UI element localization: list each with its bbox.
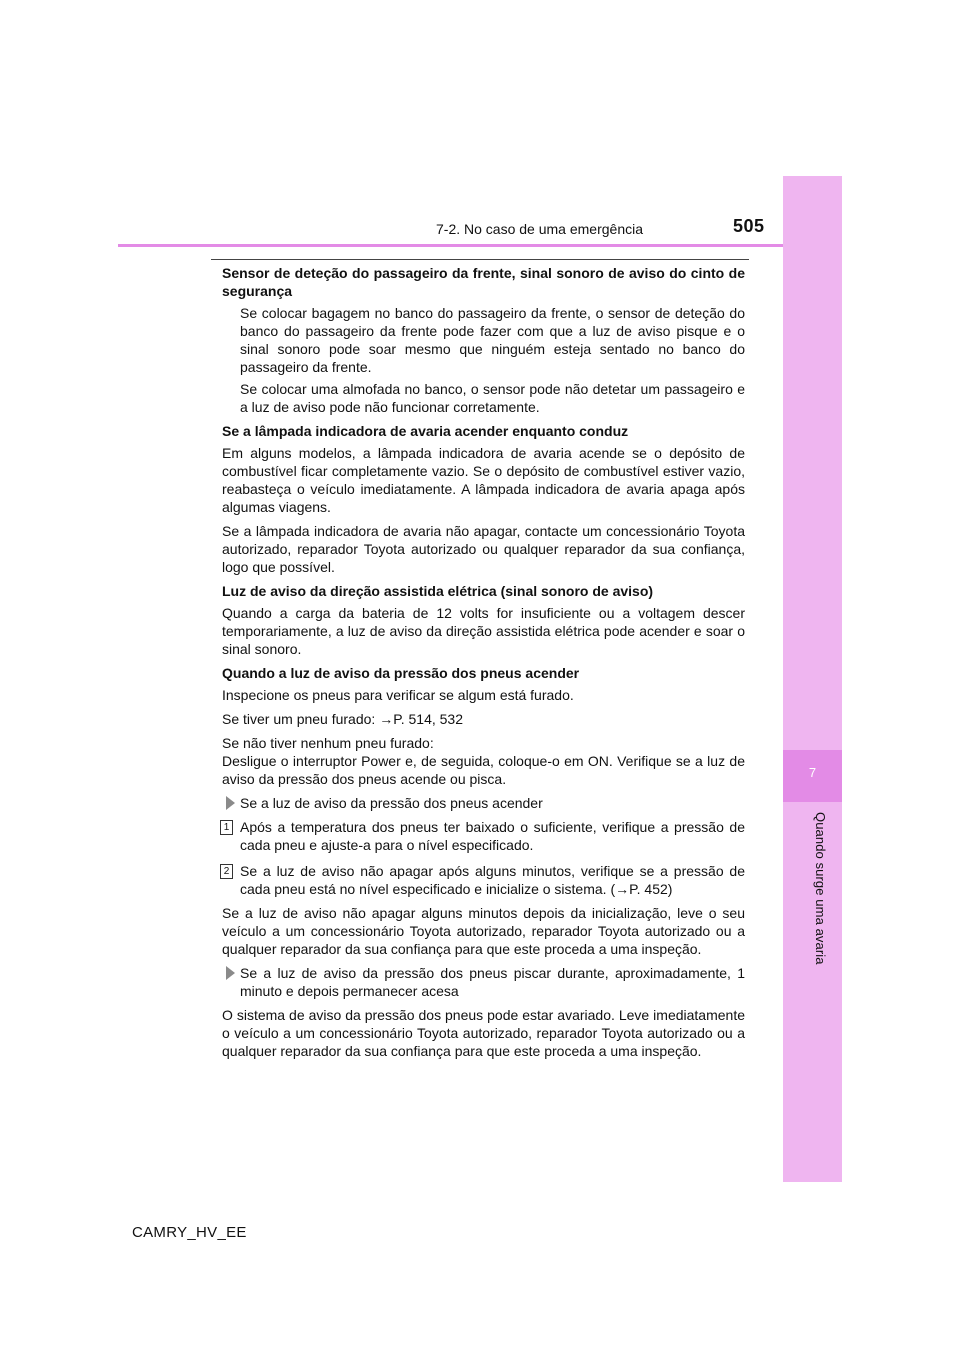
step-number-box: 1 [220, 820, 233, 835]
triangle-bullet-icon [226, 796, 235, 810]
section-title: 7-2. No caso de uma emergência [436, 221, 643, 237]
step-text: Após a temperatura dos pneus ter baixado o suficiente, verifique a pressão de cada pneu e ajuste-a para o nível especificado. [240, 819, 745, 853]
step-item [222, 818, 745, 854]
paragraph: Quando a carga da bateria de 12 volts for insuficiente ou a voltagem descer temporariamente, a luz de aviso da direção assistida elétrica pode acender e soar o sinal sonoro. [222, 605, 745, 657]
paragraph: Desligue o interruptor Power e, de seguida, coloque-o em ON. Verifique se a luz de aviso da pressão dos pneus acende ou pisca. [222, 753, 745, 787]
chapter-side-tab [783, 176, 842, 1182]
step-item [222, 862, 745, 898]
paragraph: Se colocar uma almofada no banco, o sensor pode não detetar um passageiro e a luz de aviso pode não funcionar corretamente. [240, 381, 745, 415]
bullet-text: Se a luz de aviso da pressão dos pneus piscar durante, aproximadamente, 1 minuto e depois permanecer acesa [240, 965, 745, 999]
content-top-rule [211, 259, 749, 260]
bullet-item [222, 794, 745, 812]
bullet-text: Se a luz de aviso da pressão dos pneus acender [240, 795, 543, 811]
section-heading: Sensor de deteção do passageiro da frente, sinal sonoro de aviso do cinto de segurança [222, 265, 745, 299]
paragraph: Se a lâmpada indicadora de avaria não apagar, contacte um concessionário Toyota autorizado, reparador Toyota autorizado ou qualquer reparador da sua confiança, logo que possível. [222, 523, 745, 575]
section-heading: Luz de aviso da direção assistida elétrica (sinal sonoro de aviso) [222, 583, 654, 599]
paragraph: Se a luz de aviso não apagar alguns minutos depois da inicialização, leve o seu veículo a um concessionário Toyota autorizado, reparador Toyota autorizado ou a qualquer reparador da sua confiança para que este proceda a uma inspeção. [222, 905, 745, 957]
page-content [222, 264, 745, 1060]
paragraph: Inspecione os pneus para verificar se algum está furado. [222, 687, 574, 703]
chapter-title: Quando surge uma avaria [813, 812, 828, 965]
bullet-item [222, 964, 745, 1000]
page-number: 505 [733, 216, 765, 236]
triangle-bullet-icon [226, 966, 235, 980]
step-number-box: 2 [220, 864, 233, 879]
paragraph: Se tiver um pneu furado: →P. 514, 532 [222, 711, 464, 727]
model-code: CAMRY_HV_EE [132, 1224, 247, 1241]
paragraph: Se não tiver nenhum pneu furado: [222, 735, 434, 751]
header-divider [118, 244, 783, 247]
chapter-number: 7 [808, 765, 817, 780]
paragraph: O sistema de aviso da pressão dos pneus pode estar avariado. Leve imediatamente o veículo a um concessionário Toyota autorizado, reparador Toyota autorizado ou a qualquer reparador da sua confiança para que este proceda a uma inspeção. [222, 1007, 745, 1059]
step-text: Se a luz de aviso não apagar após alguns minutos, verifique se a pressão de cada pneu está no nível especificado e inicialize o sistema. (→P. 452) [240, 863, 745, 897]
paragraph: Em alguns modelos, a lâmpada indicadora de avaria acende se o depósito de combustível ficar completamente vazio. Se o depósito de combustível estiver vazio, reabasteça o veículo imediatamente. A lâmpada indicadora de avaria apaga após algumas viagens. [222, 445, 745, 515]
section-heading: Quando a luz de aviso da pressão dos pneus acender [222, 665, 580, 681]
section-heading: Se a lâmpada indicadora de avaria acender enquanto conduz [222, 423, 629, 439]
paragraph: Se colocar bagagem no banco do passageiro da frente, o sensor de deteção do banco do passageiro da frente pode fazer com que a luz de aviso pisque e o sinal sonoro pode soar mesmo que ninguém esteja sentado no banco do passageiro da frente. [240, 305, 745, 375]
